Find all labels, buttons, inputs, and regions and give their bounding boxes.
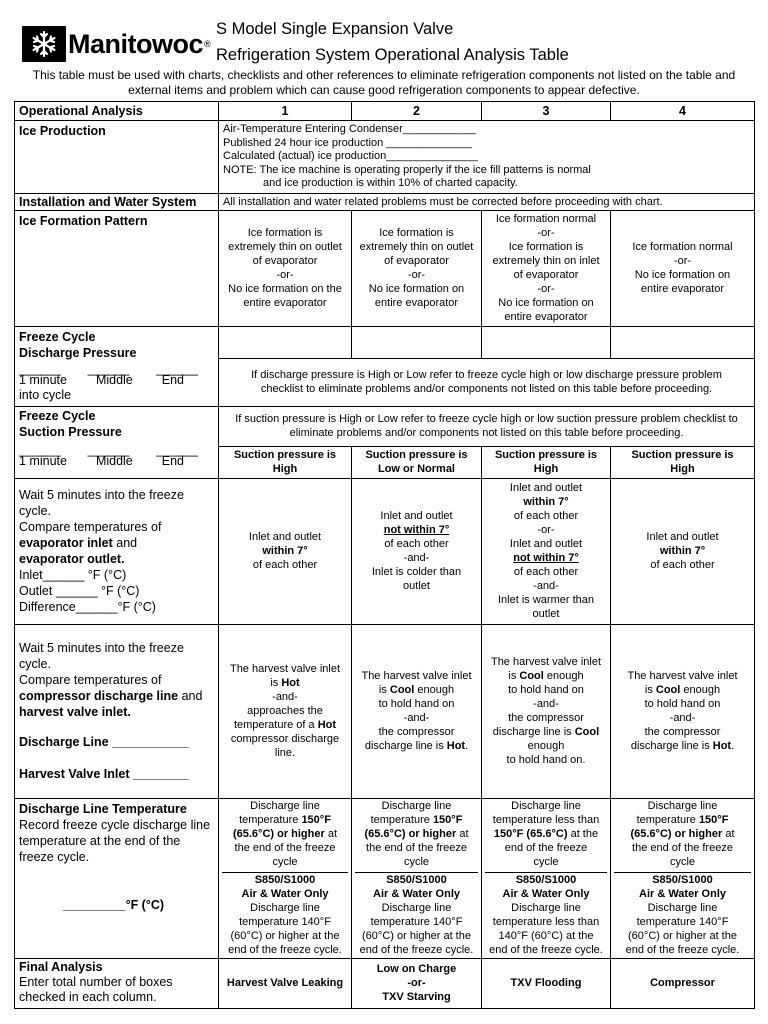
calculated-production-field[interactable]: Calculated (actual) ice production_______________ [223,150,479,162]
evaporator-label-cell: Wait 5 minutes into the freeze cycle. Compare temperatures of evaporator inlet and evaporator outlet. Inlet______ °F (°C) Outlet ______ °F (°C) Difference______°F (°C) [15,478,219,624]
discharge-pressure-row-top [15,326,755,358]
ice-production-fields [219,121,755,194]
installation-text: All installation and water related problems must be corrected before proceeding with chart. [219,193,755,210]
ice-formation-cell-2[interactable]: Ice formation is extremely thin on outlet of evaporator -or- No ice formation on entire evaporator [352,210,482,326]
page-title-line2: Refrigeration System Operational Analysis Table [216,46,569,64]
final-result-4[interactable]: Compressor [611,958,755,1008]
suction-cell-2[interactable]: Suction pressure is Low or Normal [352,446,482,478]
discharge-blank-3[interactable]: ______ [156,361,198,376]
page-title-line1: S Model Single Expansion Valve [216,20,454,38]
discharge-temp-label-cell: Discharge Line Temperature Record freeze cycle discharge line temperature at the end of the freeze cycle. _________°F (°C) [15,798,219,958]
harvest-valve-inlet-field[interactable]: Harvest Valve Inlet ________ [19,767,189,781]
discharge-check-2[interactable] [352,326,482,358]
suction-cell-1[interactable]: Suction pressure is High [219,446,352,478]
snowflake-icon [22,26,66,62]
discharge-point-1b: into cycle [19,387,72,402]
suction-point-2: Middle [95,453,133,468]
discharge-point-2: Middle [95,372,133,387]
discharge-temp-cell-3[interactable]: Discharge line temperature less than 150°F (65.6°C) at the end of the freeze cycle S850/S1000 Air & Water Only Discharge line temperature less than 140°F (60°C) at the end of the freeze cycle. [482,798,611,958]
ice-formation-label: Ice Formation Pattern [19,213,148,228]
final-analysis-row [15,958,755,1008]
suction-pressure-row-top [15,406,755,446]
intro-text: This table must be used with charts, checklists and other references to eliminate refrigeration components not listed on the table and external items and problem which can cause good refrigeration components to appear defective. [32,68,736,97]
discharge-pressure-label1: Freeze Cycle [19,329,96,344]
harvest-cell-3[interactable]: The harvest valve inlet is Cool enough to hold hand on -and- the compressor discharge line is Cool enough to hold hand on. [482,624,611,798]
discharge-pressure-label2: Discharge Pressure [19,345,137,360]
suction-point-1: 1 minute [19,453,67,468]
ice-formation-cell-4[interactable]: Ice formation normal -or- No ice formation on entire evaporator [611,210,755,326]
evaporator-cell-2[interactable]: Inlet and outlet not within 7° of each other -and- Inlet is colder than outlet [352,478,482,624]
table-header-row [15,102,755,121]
suction-blank-1[interactable]: ______ [19,442,61,457]
suction-pressure-label1: Freeze Cycle [19,408,96,423]
discharge-check-4[interactable] [611,326,755,358]
suction-cell-3[interactable]: Suction pressure is High [482,446,611,478]
logo-wordmark: Manitowoc [68,29,203,59]
suction-pressure-note: If suction pressure is High or Low refer to freeze cycle high or low suction pressure problem checklist to eliminate problems and/or components not listed on this table before proceeding. [219,406,755,446]
final-result-1[interactable]: Harvest Valve Leaking [219,958,352,1008]
suction-blank-2[interactable]: ______ [87,442,130,457]
column-header-analysis: Operational Analysis [15,102,219,121]
suction-blank-3[interactable]: ______ [156,442,198,457]
final-result-3[interactable]: TXV Flooding [482,958,611,1008]
ice-production-row [15,121,755,194]
inlet-temp-field[interactable]: Inlet______ °F (°C) [19,568,127,582]
evaporator-row [15,478,755,624]
installation-row [15,193,755,210]
production-note-cont: and ice production is within 10% of charted capacity. [263,177,518,189]
production-note: NOTE: The ice machine is operating properly if the ice fill patterns is normal [223,163,591,176]
manitowoc-logo: Manitowoc ® [22,26,211,62]
discharge-pressure-note: If discharge pressure is High or Low refer to freeze cycle high or low discharge pressure problem checklist to eliminate problems and/or components not listed on this table before proceeding. [219,358,755,406]
difference-temp-field[interactable]: Difference______°F (°C) [19,600,156,614]
discharge-pressure-label-cell [15,326,219,406]
discharge-temp-cell-4[interactable]: Discharge line temperature 150°F (65.6°C) or higher at the end of the freeze cycle S850/S1000 Air & Water Only Discharge line temperature 140°F (60°C) or higher at the end of the freeze cycle. [611,798,755,958]
installation-label: Installation and Water System [19,194,197,209]
discharge-point-1: 1 minute [19,372,67,387]
column-header-3: 3 [482,102,611,121]
discharge-blank-1[interactable]: ______ [19,361,61,376]
suction-pressure-label-cell [15,406,219,478]
outlet-temp-field[interactable]: Outlet ______ °F (°C) [19,584,140,598]
discharge-blank-2[interactable]: ______ [87,361,130,376]
analysis-table [14,101,755,1009]
column-header-4: 4 [611,102,755,121]
discharge-point-3: End [161,372,184,387]
harvest-valve-row [15,624,755,798]
column-header-1: 1 [219,102,352,121]
harvest-cell-1[interactable]: The harvest valve inlet is Hot -and- approaches the temperature of a Hot compressor discharge line. [219,624,352,798]
air-temp-field[interactable]: Air-Temperature Entering Condenser____________ [223,123,477,135]
ice-formation-cell-1[interactable]: Ice formation is extremely thin on outlet of evaporator -or- No ice formation on the entire evaporator [219,210,352,326]
column-header-2: 2 [352,102,482,121]
discharge-temp-row [15,798,755,958]
discharge-temp-cell-2[interactable]: Discharge line temperature 150°F (65.6°C) or higher at the end of the freeze cycle S850/S1000 Air & Water Only Discharge line temperature 140°F (60°C) or higher at the end of the freeze cycle. [352,798,482,958]
final-result-2[interactable]: Low on Charge -or- TXV Starving [352,958,482,1008]
published-production-field[interactable]: Published 24 hour ice production ______________ [223,136,472,149]
discharge-temp-cell-1[interactable]: Discharge line temperature 150°F (65.6°C) or higher at the end of the freeze cycle S850/S1000 Air & Water Only Discharge line temperature 140°F (60°C) or higher at the end of the freeze cycle. [219,798,352,958]
discharge-line-field[interactable]: Discharge Line ___________ [19,735,189,749]
ice-formation-row [15,210,755,326]
final-analysis-label-cell: Final Analysis Enter total number of boxes checked in each column. [15,958,219,1008]
suction-point-3: End [161,453,184,468]
ice-production-label: Ice Production [19,124,106,138]
harvest-cell-2[interactable]: The harvest valve inlet is Cool enough to hold hand on -and- the compressor discharge line is Hot. [352,624,482,798]
suction-pressure-label2: Suction Pressure [19,424,122,439]
harvest-valve-label-cell: Wait 5 minutes into the freeze cycle. Compare temperatures of compressor discharge line and harvest valve inlet. Discharge Line ___________ Harvest Valve Inlet ________ [15,624,219,798]
evaporator-cell-1[interactable]: Inlet and outlet within 7° of each other [219,478,352,624]
evaporator-cell-3[interactable]: Inlet and outlet within 7° of each other -or- Inlet and outlet not within 7° of each other -and- Inlet is warmer than outlet [482,478,611,624]
harvest-cell-4[interactable]: The harvest valve inlet is Cool enough to hold hand on -and- the compressor discharge line is Hot. [611,624,755,798]
page-header [0,0,768,100]
discharge-check-1[interactable] [219,326,352,358]
evaporator-cell-4[interactable]: Inlet and outlet within 7° of each other [611,478,755,624]
suction-cell-4[interactable]: Suction pressure is High [611,446,755,478]
discharge-check-3[interactable] [482,326,611,358]
ice-formation-cell-3[interactable]: Ice formation normal -or- Ice formation is extremely thin on inlet of evaporator -or- No ice formation on entire evaporator [482,210,611,326]
discharge-temp-field[interactable]: _________°F (°C) [63,897,165,912]
